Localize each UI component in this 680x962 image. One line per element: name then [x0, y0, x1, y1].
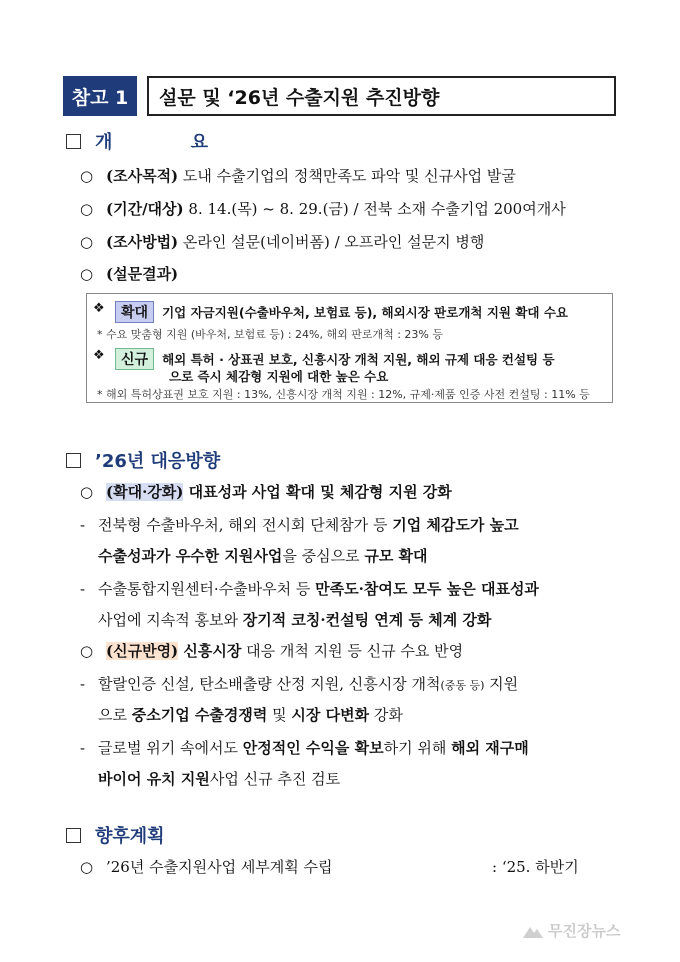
direction-detail-2: - 수출통합지원센터·수출바우처 등 만족도·참여도 모두 높은 대표성과	[80, 580, 539, 598]
new-note: * 해외 특허상표권 보호 지원 : 13%, 신흥시장 개척 지원 : 12%, 규제·제품 인증 사전 컨설팅 : 11% 등	[97, 388, 590, 401]
direction-detail-2-cont: 사업에 지속적 홍보와 장기적 코칭·컨설팅 연계 등 체계 강화	[98, 611, 492, 629]
title-bar	[63, 76, 616, 116]
overview-item-method: ○ (조사방법) 온라인 설문(네이버폼) / 오프라인 설문지 병행	[80, 233, 485, 251]
direction-detail-3-cont: 으로 중소기업 수출경쟁력 및 시장 다변화 강화	[98, 706, 403, 724]
expand-text: 기업 자금지원(수출바우처, 보험료 등), 해외시장 판로개척 지원 확대 수요	[162, 305, 568, 320]
overview-item-purpose: ○ (조사목적) 도내 수출기업의 정책만족도 파악 및 신규사업 발굴	[80, 167, 516, 185]
direction-item-expand: ○ (확대·강화) 대표성과 사업 확대 및 체감형 지원 강화	[80, 483, 452, 501]
diamond-bullet-icon: ❖	[93, 348, 105, 363]
section-direction-heading: ’26년 대응방향	[66, 447, 220, 473]
plan-item: ○ ’26년 수출지원사업 세부계획 수립	[80, 858, 333, 876]
plan-date: : ‘25. 하반기	[492, 858, 579, 876]
direction-detail-4: - 글로벌 위기 속에서도 안정적인 수익을 확보하기 위해 해외 재구매	[80, 739, 529, 757]
section-overview-heading: 개 요	[66, 128, 244, 154]
expand-tag: 확대	[115, 301, 154, 323]
overview-item-period: ○ (기간/대상) 8. 14.(목) ~ 8. 29.(금) / 전북 소재 수출기업 200여개사	[80, 200, 566, 218]
checkbox-square-icon	[66, 453, 81, 468]
overview-item-results: ○ (설문결과)	[80, 265, 179, 283]
new-text: 해외 특허 · 상표권 보호, 신흥시장 개척 지원, 해외 규제 대응 컨설팅 등	[162, 352, 555, 367]
watermark-logo: 무진장뉴스	[522, 920, 620, 941]
new-tag: 신규	[115, 348, 154, 370]
mountain-logo-icon	[522, 923, 544, 939]
direction-detail-1-cont: 수출성과가 우수한 지원사업을 중심으로 규모 확대	[98, 547, 428, 565]
survey-results-box	[86, 293, 613, 403]
direction-item-new: ○ (신규반영) 신흥시장 대응 개척 지원 등 신규 수요 반영	[80, 642, 464, 660]
section-plan-heading: 향후계획	[66, 822, 165, 848]
direction-detail-4-cont: 바이어 유치 지원사업 신규 추진 검토	[98, 770, 341, 788]
page-title: 설문 및 ‘26년 수출지원 추진방향	[147, 76, 616, 116]
diamond-bullet-icon: ❖	[93, 301, 105, 316]
new-text-continued: 으로 즉시 체감형 지원에 대한 높은 수요	[169, 369, 389, 384]
expand-note: * 수요 맞춤형 지원 (바우처, 보험료 등) : 24%, 해외 판로개척 : 23% 등	[97, 328, 443, 341]
checkbox-square-icon	[66, 828, 81, 843]
result-expand-row	[93, 301, 568, 323]
direction-detail-3: - 할랄인증 신설, 탄소배출량 산정 지원, 신흥시장 개척(중동 등) 지원	[80, 675, 519, 693]
checkbox-square-icon	[66, 134, 81, 149]
title-tag: 참고 1	[63, 76, 137, 116]
direction-detail-1: - 전북형 수출바우처, 해외 전시회 단체참가 등 기업 체감도가 높고	[80, 516, 519, 534]
